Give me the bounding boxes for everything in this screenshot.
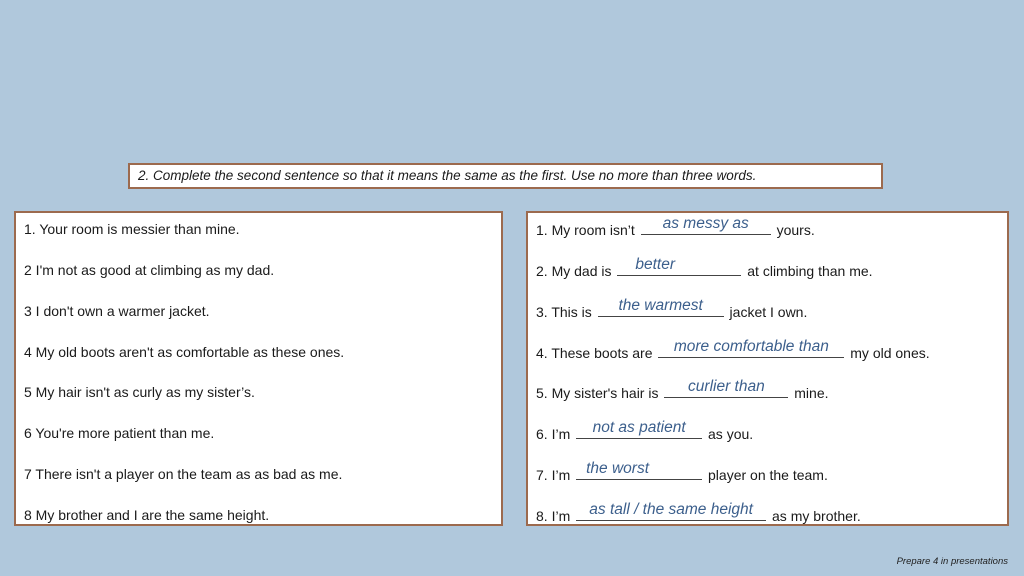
answer-text: better: [635, 256, 676, 273]
rewritten-sentence: [536, 420, 1003, 446]
sentence-end: player on the team.: [708, 467, 828, 483]
original-sentence: 3 I don't own a warmer jacket.: [24, 303, 210, 319]
sentence-end: as my brother.: [772, 508, 861, 524]
sentence-start: 4. These boots are: [536, 345, 653, 361]
answer-blank[interactable]: [664, 379, 788, 398]
answer-text: as messy as: [662, 215, 749, 232]
rewritten-sentence: [536, 216, 1003, 242]
answer-blank[interactable]: [576, 461, 702, 480]
original-sentence: 2 I'm not as good at climbing as my dad.: [24, 262, 275, 278]
sentence-start: 8. I’m: [536, 508, 571, 524]
sentence-end: as you.: [708, 426, 754, 442]
answer-blank[interactable]: [641, 216, 771, 235]
answer-blank[interactable]: [576, 502, 766, 521]
original-sentences-panel: [14, 211, 503, 526]
answer-text: as tall / the same height: [589, 501, 753, 518]
answer-blank[interactable]: [598, 298, 724, 317]
sentence-start: 2. My dad is: [536, 263, 612, 279]
answer-text: the worst: [586, 460, 650, 477]
original-sentence: 6 You're more patient than me.: [24, 425, 215, 441]
original-sentence: 4 My old boots aren't as comfortable as these ones.: [24, 344, 345, 360]
sentence-start: 5. My sister's hair is: [536, 385, 659, 401]
rewritten-sentence: [536, 461, 1003, 487]
sentence-start: 6. I’m: [536, 426, 571, 442]
answer-blank[interactable]: [576, 420, 702, 439]
rewritten-sentence: [536, 339, 1003, 365]
answer-text: more comfortable than: [673, 338, 829, 355]
sentence-end: my old ones.: [850, 345, 930, 361]
answer-text: not as patient: [592, 419, 686, 436]
footer-note: Prepare 4 in presentations: [896, 556, 1008, 567]
original-sentence: 8 My brother and I are the same height.: [24, 507, 270, 523]
rewritten-sentence: [536, 379, 1003, 405]
instruction-text: 2. Complete the second sentence so that it means the same as the first. Use no more than three words.: [138, 168, 757, 183]
sentence-end: jacket I own.: [729, 304, 808, 320]
answer-blank[interactable]: [658, 339, 844, 358]
instruction-box: [128, 163, 883, 189]
rewritten-sentence: [536, 502, 1003, 528]
original-sentence: 5 My hair isn't as curly as my sister’s.: [24, 384, 255, 400]
sentence-end: yours.: [776, 222, 815, 238]
rewritten-sentence: [536, 257, 1003, 283]
original-sentence: 1. Your room is messier than mine.: [24, 221, 240, 237]
answer-text: curlier than: [688, 378, 765, 395]
answer-blank[interactable]: [617, 257, 741, 276]
rewritten-sentence: [536, 298, 1003, 324]
original-sentence: 7 There isn't a player on the team as as bad as me.: [24, 466, 343, 482]
answer-text: the warmest: [618, 297, 703, 314]
sentence-start: 1. My room isn’t: [536, 222, 635, 238]
sentence-start: 7. I’m: [536, 467, 571, 483]
sentence-start: 3. This is: [536, 304, 592, 320]
rewritten-sentences-panel: [526, 211, 1009, 526]
sentence-end: mine.: [794, 385, 829, 401]
sentence-end: at climbing than me.: [747, 263, 873, 279]
